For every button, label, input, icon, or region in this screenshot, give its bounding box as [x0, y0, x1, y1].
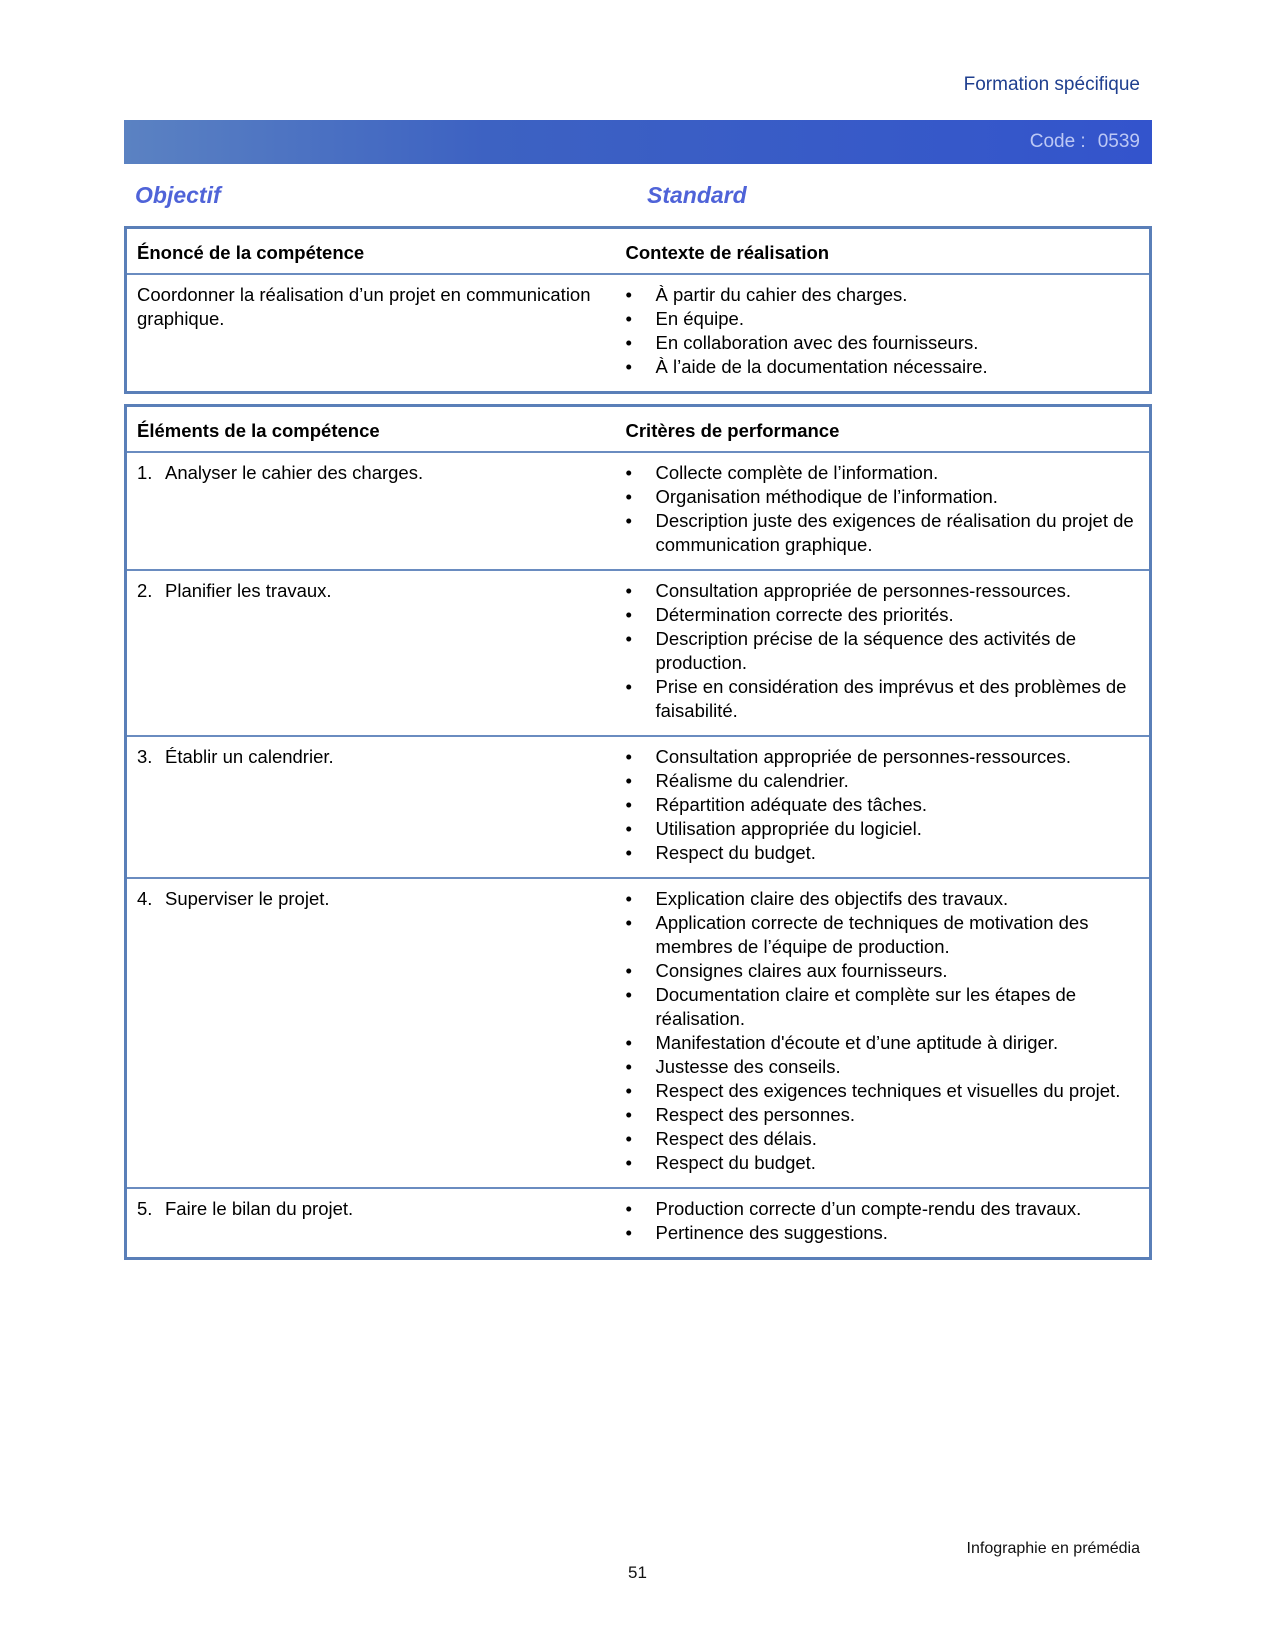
element-number: 3. — [137, 746, 153, 767]
criteria-list — [626, 887, 1140, 1175]
criteria-header: Critères de performance — [616, 406, 1151, 453]
criteria-item: • Description précise de la séquence des activités de production. — [656, 627, 1140, 675]
element-cell — [126, 878, 616, 1188]
context-item: • À l’aide de la documentation nécessaire. — [656, 355, 1140, 379]
context-list — [626, 283, 1140, 379]
elements-body — [126, 452, 1151, 1259]
code-banner — [124, 120, 1152, 164]
element-text: Établir un calendrier. — [165, 746, 334, 767]
criteria-item: • Description juste des exigences de réalisation du projet de communication graphique. — [656, 509, 1140, 557]
context-item: • À partir du cahier des charges. — [656, 283, 1140, 307]
table-row — [126, 736, 1151, 878]
criteria-item: • Collecte complète de l’information. — [656, 461, 1140, 485]
element-number: 5. — [137, 1198, 153, 1219]
criteria-list — [626, 461, 1140, 557]
criteria-cell — [616, 878, 1151, 1188]
criteria-item: • Consignes claires aux fournisseurs. — [656, 959, 1140, 983]
element-text: Analyser le cahier des charges. — [165, 462, 424, 483]
element-text: Superviser le projet. — [165, 888, 330, 909]
criteria-item: • Détermination correcte des priorités. — [656, 603, 1140, 627]
course-code — [1030, 131, 1140, 153]
criteria-cell — [616, 452, 1151, 570]
element-cell — [126, 736, 616, 878]
code-label: Code : — [1029, 131, 1086, 152]
criteria-item: • Consultation appropriée de personnes-ressources. — [656, 745, 1140, 769]
criteria-cell — [616, 570, 1151, 736]
criteria-cell — [616, 1188, 1151, 1259]
page-number: 51 — [628, 1563, 647, 1582]
criteria-item: • Explication claire des objectifs des travaux. — [656, 887, 1140, 911]
criteria-item: • Consultation appropriée de personnes-ressources. — [656, 579, 1140, 603]
element-number: 1. — [137, 462, 153, 483]
context-item: • En collaboration avec des fournisseurs. — [656, 331, 1140, 355]
section-title: Formation spécifique — [963, 74, 1140, 95]
criteria-item: • Utilisation appropriée du logiciel. — [656, 817, 1140, 841]
criteria-list — [626, 1197, 1140, 1245]
element-number: 2. — [137, 580, 153, 601]
criteria-list — [626, 745, 1140, 865]
criteria-item: • Pertinence des suggestions. — [656, 1221, 1140, 1245]
table-row — [126, 452, 1151, 570]
element-cell — [126, 452, 616, 570]
elements-criteria-table — [124, 404, 1152, 1260]
element-cell — [126, 570, 616, 736]
context-item: • En équipe. — [656, 307, 1140, 331]
criteria-item: • Respect des délais. — [656, 1127, 1140, 1151]
element-text: Faire le bilan du projet. — [165, 1198, 354, 1219]
standard-heading: Standard — [647, 182, 747, 208]
criteria-item: • Manifestation d'écoute et d’une aptitude à diriger. — [656, 1031, 1140, 1055]
element-text: Planifier les travaux. — [165, 580, 332, 601]
elements-header: Éléments de la compétence — [126, 406, 616, 453]
competency-statement: Coordonner la réalisation d’un projet en communication graphique. — [126, 274, 616, 393]
element-cell — [126, 1188, 616, 1259]
criteria-item: • Respect des exigences techniques et visuelles du projet. — [656, 1079, 1140, 1103]
criteria-item: • Production correcte d’un compte-rendu des travaux. — [656, 1197, 1140, 1221]
criteria-cell — [616, 736, 1151, 878]
competency-header: Énoncé de la compétence — [126, 228, 616, 275]
criteria-item: • Répartition adéquate des tâches. — [656, 793, 1140, 817]
element-number: 4. — [137, 888, 153, 909]
competency-statement-table — [124, 226, 1152, 394]
objective-standard-header — [135, 182, 1152, 210]
criteria-item: • Réalisme du calendrier. — [656, 769, 1140, 793]
criteria-item: • Justesse des conseils. — [656, 1055, 1140, 1079]
context-list-cell — [616, 274, 1151, 393]
objective-heading: Objectif — [135, 182, 221, 208]
code-value: 0539 — [1097, 131, 1140, 152]
context-header: Contexte de réalisation — [616, 228, 1151, 275]
table-row — [126, 1188, 1151, 1259]
table-row — [126, 878, 1151, 1188]
criteria-item: • Organisation méthodique de l’information. — [656, 485, 1140, 509]
program-name: Infographie en prémédia — [966, 1540, 1140, 1557]
criteria-item: • Respect du budget. — [656, 1151, 1140, 1175]
criteria-item: • Application correcte de techniques de motivation des membres de l’équipe de production. — [656, 911, 1140, 959]
criteria-item: • Prise en considération des imprévus et des problèmes de faisabilité. — [656, 675, 1140, 723]
criteria-item: • Documentation claire et complète sur les étapes de réalisation. — [656, 983, 1140, 1031]
criteria-item: • Respect du budget. — [656, 841, 1140, 865]
table-row — [126, 570, 1151, 736]
criteria-list — [626, 579, 1140, 723]
criteria-item: • Respect des personnes. — [656, 1103, 1140, 1127]
